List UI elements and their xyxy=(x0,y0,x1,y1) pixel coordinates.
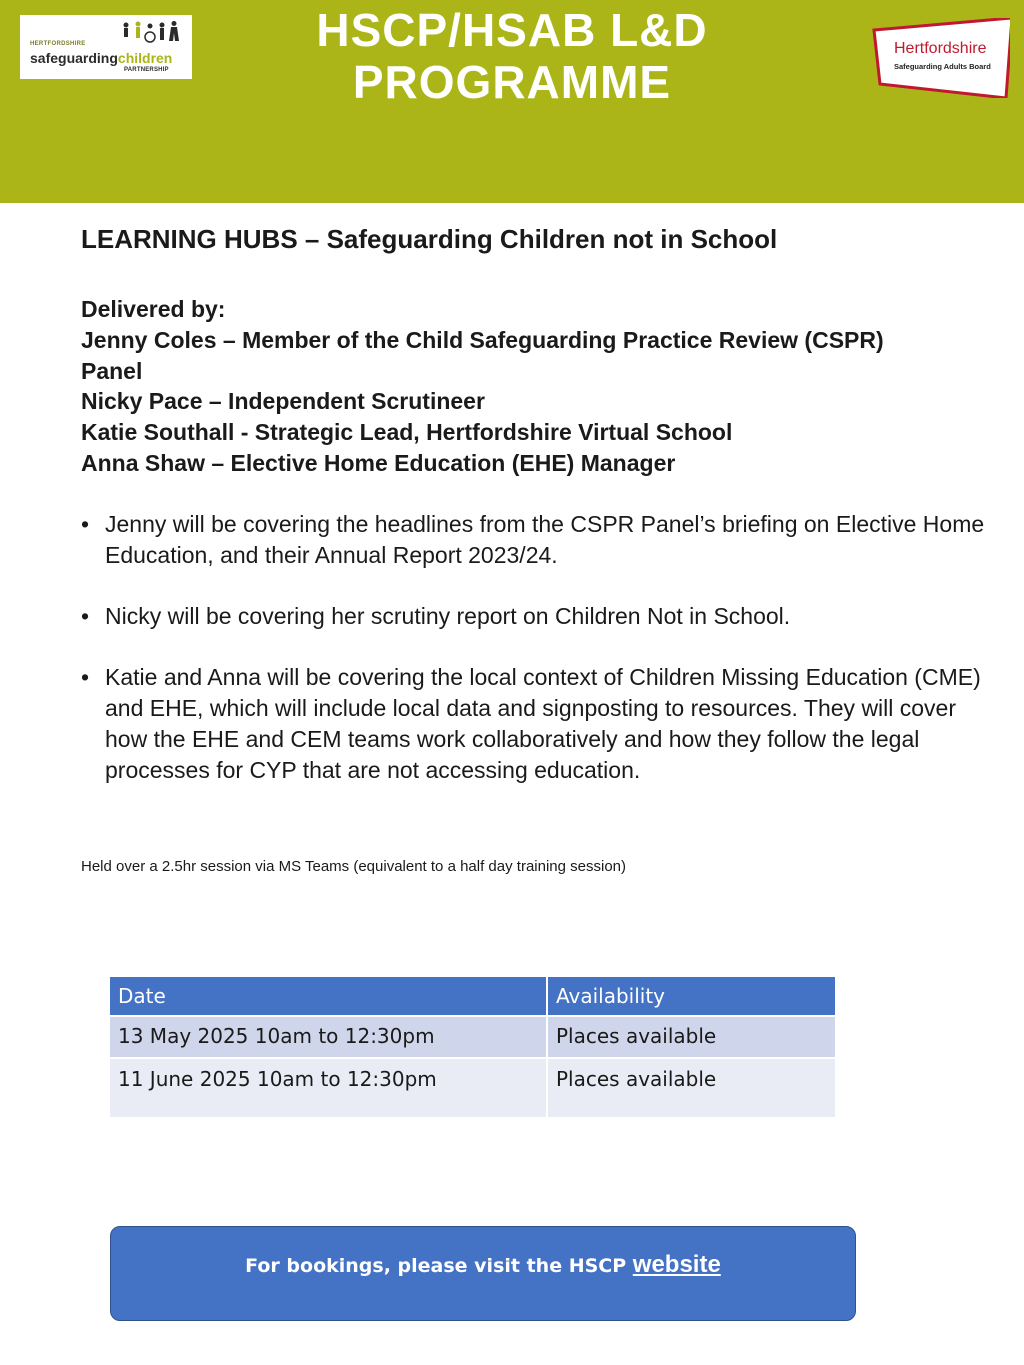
header-banner xyxy=(0,0,1024,203)
website-link[interactable]: website xyxy=(632,1251,721,1278)
course-heading: LEARNING HUBS – Safeguarding Children not in School xyxy=(81,224,778,254)
hertfordshire-safeguarding-adults-board-logo xyxy=(870,18,1010,96)
column-header-date: Date xyxy=(110,977,547,1016)
table-row xyxy=(110,1058,836,1117)
table-row xyxy=(110,1016,836,1058)
schedule-table xyxy=(110,977,837,1117)
bullet-icon: • xyxy=(81,664,90,690)
logo-main-text: safeguardingchildren xyxy=(30,50,173,66)
presenter-line: Panel xyxy=(81,358,143,384)
session-description-list xyxy=(81,509,1001,816)
list-item: • Jenny will be covering the headlines from the CSPR Panel’s briefing on Elective Home Education, and their Annual Report 2023/24. xyxy=(81,511,985,568)
availability-cell: Places available xyxy=(547,1016,836,1058)
list-item: • Katie and Anna will be covering the local context of Children Missing Education (CME) and EHE, which will include local data and signposting to resources. They will cover how the EHE and CEM teams work collaboratively and how they follow the legal processes for CYP that are not accessing education. xyxy=(81,664,981,783)
presenter-line: Anna Shaw – Elective Home Education (EHE) Manager xyxy=(81,450,676,476)
column-header-availability: Availability xyxy=(547,977,836,1016)
delivered-by-label: Delivered by: xyxy=(81,296,226,322)
session-format-note: Held over a 2.5hr session via MS Teams (equivalent to a half day training session) xyxy=(81,858,627,875)
presenter-line: Nicky Pace – Independent Scrutineer xyxy=(81,388,485,414)
logo-county-text: HERTFORDSHIRE xyxy=(30,41,86,47)
presenter-line: Katie Southall - Strategic Lead, Hertfordshire Virtual School xyxy=(81,419,733,445)
booking-banner xyxy=(110,1226,856,1321)
bullet-icon: • xyxy=(81,511,90,537)
logo-board-name: Safeguarding Adults Board xyxy=(894,62,991,71)
logo-partnership-text: PARTNERSHIP xyxy=(124,67,169,73)
bullet-icon: • xyxy=(81,603,90,629)
table-header-row xyxy=(110,977,836,1016)
availability-cell: Places available xyxy=(547,1058,836,1117)
list-item: • Nicky will be covering her scrutiny report on Children Not in School. xyxy=(81,601,1001,632)
people-figures-icon xyxy=(120,21,184,45)
presenter-line: Jenny Coles – Member of the Child Safeguarding Practice Review (CSPR) xyxy=(81,327,884,353)
page-title: HSCP/HSAB L&D PROGRAMME xyxy=(316,4,708,108)
date-cell: 11 June 2025 10am to 12:30pm xyxy=(110,1058,547,1117)
booking-text: For bookings, please visit the HSCP website xyxy=(245,1251,721,1278)
logo-frame-icon xyxy=(870,18,1010,98)
logo-county-name: Hertfordshire xyxy=(894,40,987,57)
safeguarding-children-partnership-logo xyxy=(20,15,192,79)
date-cell: 13 May 2025 10am to 12:30pm xyxy=(110,1016,547,1058)
